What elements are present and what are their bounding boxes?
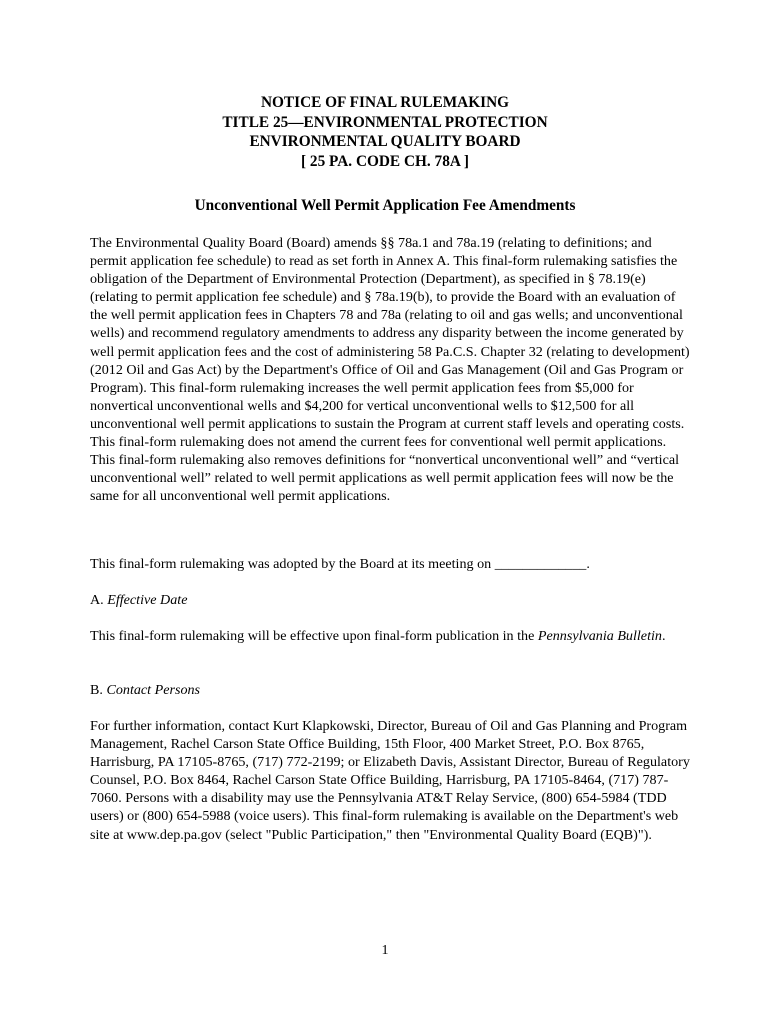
effective-end: . (661, 628, 666, 644)
section-b-title: Contact Persons (106, 682, 201, 698)
section-b-letter: B. (90, 682, 103, 698)
effective-date-paragraph (90, 627, 690, 645)
effective-text: This final-form rulemaking will be effective upon final-form publication in the (90, 628, 538, 644)
page-number: 1 (381, 943, 389, 958)
section-b-heading (90, 681, 690, 699)
intro-paragraph: The Environmental Quality Board (Board) amends §§ 78a.1 and 78a.19 (relating to definitions; and permit application fee schedule) to read as set forth in Annex A. This final-form rulemaking satisfies the obligation of the Department of Environmental Protection (Department), as specified in § 78.19(e) (relating to permit application fee schedule) and § 78a.19(b), to provide the Board with an evaluation of the well permit application fees in Chapters 78 and 78a (relating to oil and gas wells; and unconventional wells) and recommend regulatory amendments to address any disparity between the income generated by well permit application fees and the cost of administering 58 Pa.C.S. Chapter 32 (relating to development) (2012 Oil and Gas Act) by the Department's Office of Oil and Gas Management (Oil and Gas Program or Program). This final-form rulemaking increases the well permit application fees from $5,000 for nonvertical unconventional wells and $4,200 for vertical unconventional wells to $12,500 for all unconventional well permit applications to sustain the Program at current staff levels and operating costs. This final-form rulemaking does not amend the current fees for conventional well permit applications. This final-form rulemaking also removes definitions for “nonvertical unconventional well” and “vertical unconventional well” related to well permit applications as well permit application fees will now be the same for all unconventional well permit applications. (90, 235, 690, 505)
section-a-letter: A. (90, 592, 104, 608)
section-a-title: Effective Date (107, 592, 188, 608)
adoption-paragraph: This final-form rulemaking was adopted by the Board at its meeting on _____________. (90, 556, 590, 572)
contact-paragraph: For further information, contact Kurt Klapkowski, Director, Bureau of Oil and Gas Planning and Program Management, Rachel Carson State Office Building, 15th Floor, 400 Market Street, P.O. Box 8765, Harrisburg, PA 17105-8765, (717) 772-2199; or Elizabeth Davis, Assistant Director, Bureau of Regulatory Counsel, P.O. Box 8464, Rachel Carson State Office Building, Harrisburg, PA 17105-8464, (717) 787-7060. Persons with a disability may use the Pennsylvania AT&T Relay Service, (800) 654-5984 (TDD users) or (800) 654-5988 (voice users). This final-form rulemaking is available on the Department's web site at www.dep.pa.gov (select "Public Participation," then "Environmental Quality Board (EQB)"). (90, 718, 690, 843)
publication-name: Pennsylvania Bulletin (537, 628, 662, 644)
rulemaking-subtitle: Unconventional Well Permit Application Fee Amendments (194, 197, 576, 214)
board-name: ENVIRONMENTAL QUALITY BOARD (249, 133, 521, 150)
code-reference: [ 25 PA. CODE CH. 78A ] (301, 152, 469, 170)
section-a-heading (90, 591, 690, 609)
notice-header (0, 93, 770, 171)
notice-title: NOTICE OF FINAL RULEMAKING (260, 94, 510, 111)
title-line: TITLE 25—ENVIRONMENTAL PROTECTION (222, 113, 548, 131)
